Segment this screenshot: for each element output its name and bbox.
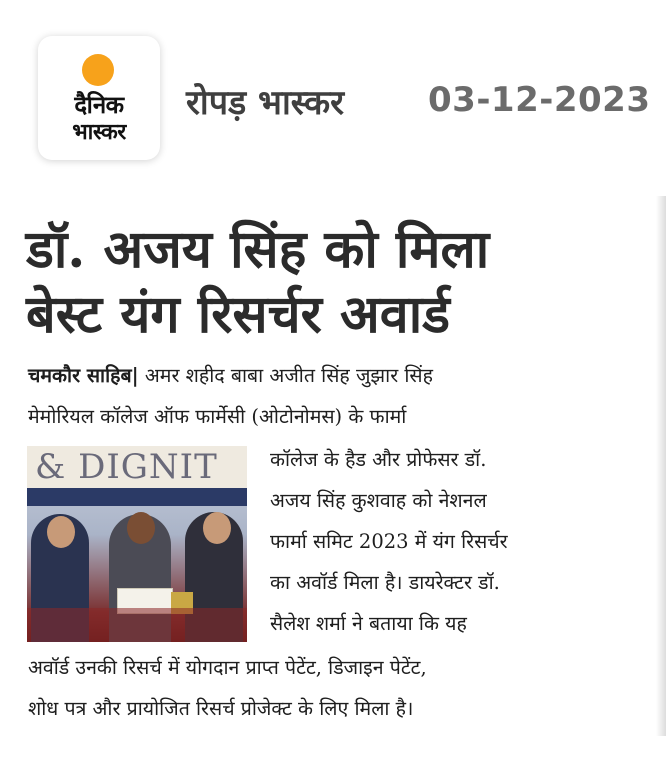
photo-banner-strip [27,488,247,506]
award-photo [27,446,247,642]
article-line-4: अजय सिंह कुशवाह को नेशनल [270,489,487,512]
sun-icon [82,54,114,86]
article-line-9: शोध पत्र और प्रायोजित रिसर्च प्रोजेक्ट के लिए मिला है। [28,697,414,720]
logo-text-line1: दैनिक [74,91,124,119]
person-left-head [47,516,75,548]
article-line-1 [28,362,433,390]
article-line-7: सैलेश शर्मा ने बताया कि यह [270,612,467,635]
photo-banner: & DIGNIT [27,446,247,488]
article-line-3: कॉलेज के हैड और प्रोफेसर डॉ. [270,448,487,471]
article-text: अमर शहीद बाबा अजीत सिंह जुझार सिंह [144,364,433,387]
logo-text-line2: भास्कर [72,120,126,145]
person-right-head [203,512,231,544]
publication-date: 03-12-2023 [428,80,651,120]
article-line-2: मेमोरियल कॉलेज ऑफ फार्मेसी (ओटोनोमस) के फार्मा [28,405,407,428]
article-line-5: फार्मा समिट 2023 में यंग रिसर्चर [270,530,508,553]
article-line-6: का अवॉर्ड मिला है। डायरेक्टर डॉ. [270,571,500,594]
header [0,0,666,175]
byline: चमकौर साहिब| [28,364,139,387]
dainik-bhaskar-logo[interactable] [38,36,160,160]
photo-stage-backdrop [27,608,247,642]
edition-name: रोपड़ भास्कर [186,83,345,123]
person-center-head [127,512,155,544]
clipping-edge [656,196,666,736]
headline-line-2: बेस्ट यंग रिसर्चर अवार्ड [26,284,450,345]
article-line-8: अवॉर्ड उनकी रिसर्च में योगदान प्राप्त पेटेंट, डिजाइन पेटेंट, [28,656,427,679]
headline-line-1: डॉ. अजय सिंह को मिला [26,219,490,280]
